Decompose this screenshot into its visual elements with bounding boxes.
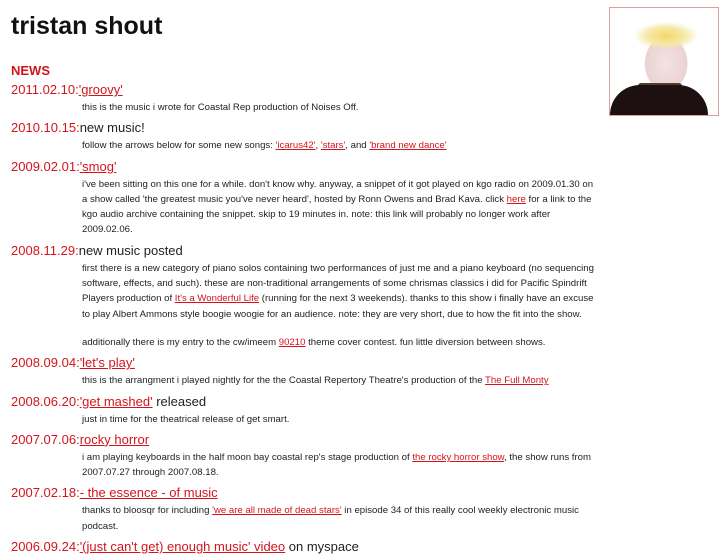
news-entry [11, 484, 601, 534]
news-link[interactable]: - the essence - of music [79, 485, 218, 501]
news-text: this is the music i wrote for Coastal Rep production of Noises Off. [82, 102, 359, 113]
photo-shirt [610, 85, 708, 115]
news-text: additionally there is my entry to the cw/imeem [82, 336, 279, 348]
news-entry [11, 242, 601, 350]
entry-date: 2011.02.10: [11, 82, 79, 97]
entry-headline [11, 484, 601, 502]
news-text: follow the arrows below for some new songs: [82, 140, 276, 152]
news-text: , the show runs from 2007.07.27 through 2007.08.18. [82, 451, 591, 479]
entry-body [82, 502, 601, 534]
news-text: i've been sitting on this one for a while. don't know why. anyway, a snippet of it got played on kgo radio on 2009.01.30 on a show called 'the greatest music you've never heard', hosted by Ronn Owens and Brad Kava. click [82, 178, 594, 205]
entry-paragraph [82, 503, 601, 534]
entry-paragraph [82, 138, 601, 153]
news-link[interactable]: 'brand new dance' [369, 140, 447, 152]
news-entry [11, 119, 601, 153]
news-link[interactable]: 'icarus42' [275, 140, 316, 152]
entry-headline [11, 354, 601, 372]
news-link[interactable]: 'get mashed' [79, 393, 153, 409]
news-link[interactable]: 'smog' [79, 158, 117, 174]
news-list [11, 81, 601, 556]
entry-headline [11, 538, 601, 556]
news-text: new music posted [78, 242, 183, 258]
news-text: just in time for the theatrical release of get smart. [82, 413, 290, 425]
news-entry [11, 81, 601, 115]
entry-date: 2008.11.29: [11, 242, 79, 258]
news-entry [11, 354, 601, 388]
artist-photo [609, 7, 719, 116]
news-link[interactable]: 'groovy' [78, 82, 123, 97]
site-title: tristan shout [11, 12, 163, 40]
entry-headline [11, 393, 601, 411]
news-link[interactable]: It's a Wonderful Life [174, 293, 260, 305]
news-text: on myspace [285, 539, 359, 555]
news-text: first there is a new category of piano solos containing two performances of just me and a piano keyboard (no sequencing software, effects, and such). these are non-traditional arrangements of some chrismas classics i did for Pacific Spindrift Players production of [82, 262, 594, 305]
entry-date: 2008.06.20: [11, 393, 80, 409]
entry-paragraph [82, 335, 601, 350]
entry-body [82, 372, 601, 388]
entry-headline [11, 158, 601, 176]
news-text: in episode 34 of this really cool weekly electronic music podcast. [82, 505, 579, 532]
news-text: released [152, 393, 207, 409]
entry-date: 2006.09.24: [11, 539, 80, 555]
entry-body [82, 176, 601, 238]
entry-date: 2008.09.04: [11, 355, 80, 371]
entry-body [82, 99, 601, 115]
entry-body [82, 449, 601, 481]
news-link[interactable]: The Full Monty [485, 375, 549, 387]
news-link[interactable]: here [506, 193, 526, 205]
news-link[interactable]: 'we are all made of dead stars' [212, 505, 342, 517]
news-link[interactable]: rocky horror [79, 431, 150, 447]
entry-paragraph [82, 412, 601, 427]
entry-body [82, 411, 601, 427]
entry-paragraph [82, 450, 601, 481]
news-text: , and [345, 140, 370, 152]
entry-date: 2010.10.15: [11, 120, 80, 136]
entry-paragraph [82, 261, 601, 322]
news-heading: NEWS [11, 63, 50, 78]
news-text: thanks to bloosqr for including [82, 505, 213, 517]
news-text: (running for the next 3 weekends). thanks to this show i finally have an excuse to play Albert Ammons style boogie woogie for an audience. note: they are very short, due to how the fit into the show. [82, 293, 594, 320]
entry-body [82, 137, 601, 153]
entry-headline [11, 242, 601, 260]
news-text: , [315, 140, 321, 152]
entry-paragraph [82, 373, 601, 388]
entry-headline [11, 431, 601, 449]
news-entry [11, 393, 601, 427]
entry-body [82, 260, 601, 350]
news-link[interactable]: the rocky horror show [412, 451, 505, 463]
news-link[interactable]: '(just can't get) enough music' video [79, 539, 286, 555]
entry-date: 2007.07.06: [11, 431, 80, 447]
news-text: i am playing keyboards in the half moon bay coastal rep's stage production of [82, 451, 413, 463]
news-section [11, 63, 601, 560]
news-text: theme cover contest. fun little diversion between shows. [305, 336, 546, 348]
news-link[interactable]: 'stars' [320, 140, 346, 152]
entry-date: 2009.02.01: [11, 158, 80, 174]
entry-date: 2007.02.18: [11, 485, 80, 501]
news-link[interactable]: 90210 [278, 336, 306, 348]
entry-headline [11, 119, 601, 137]
news-entry [11, 158, 601, 238]
news-text: new music! [79, 120, 145, 136]
news-entry [11, 538, 601, 556]
entry-headline [11, 81, 601, 99]
entry-paragraph [82, 100, 601, 115]
news-text: for a link to the kgo audio archive containing the snippet. skip to 19 minutes in. note: this link will probably no longer work after 2009.02.06. [82, 193, 592, 236]
news-entry [11, 431, 601, 481]
news-link[interactable]: 'let's play' [79, 355, 135, 371]
news-text: this is the arrangment i played nightly for the the Coastal Repertory Theatre's production of the [82, 375, 486, 387]
entry-paragraph [82, 177, 601, 238]
